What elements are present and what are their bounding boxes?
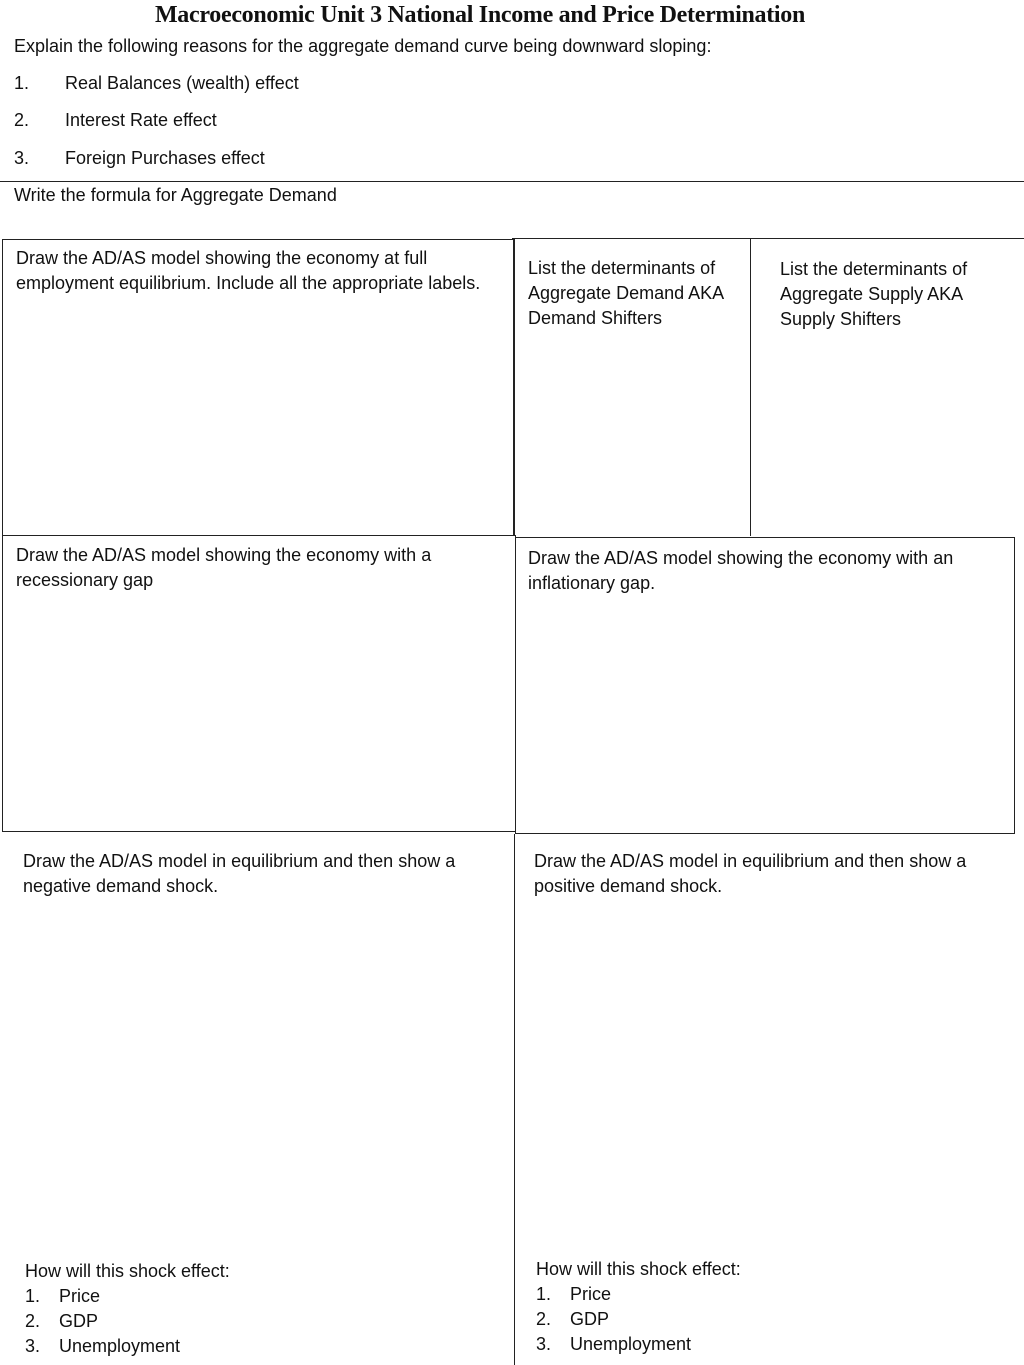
reason-number: 3. (14, 148, 30, 168)
reason-item (14, 109, 217, 131)
item-text: Price (570, 1284, 612, 1304)
list-item (536, 1332, 741, 1357)
item-text: GDP (570, 1309, 610, 1329)
recessionary-gap-prompt: Draw the AD/AS model showing the economy with a recessionary gap (16, 545, 432, 590)
section-divider (0, 181, 1024, 182)
item-text: Unemployment (570, 1334, 692, 1354)
column-divider (514, 239, 515, 536)
shock-effect-heading: How will this shock effect: (536, 1259, 741, 1279)
negative-shock-prompt: Draw the AD/AS model in equilibrium and then show a negative demand shock. (23, 851, 456, 896)
list-item (25, 1284, 230, 1309)
item-number: 1. (536, 1284, 552, 1304)
item-number: 3. (536, 1334, 552, 1354)
reason-item (14, 147, 265, 169)
list-item (25, 1309, 230, 1334)
item-number: 3. (25, 1336, 41, 1356)
full-employment-prompt: Draw the AD/AS model showing the economy at full employment equilibrium. Include all the appropriate labels. (16, 248, 481, 293)
item-text: GDP (59, 1311, 99, 1331)
inflationary-gap-prompt: Draw the AD/AS model showing the economy with an inflationary gap. (528, 548, 954, 593)
shock-effect-right (536, 1257, 741, 1357)
item-number: 1. (25, 1286, 41, 1306)
column-divider (750, 239, 751, 536)
reason-number: 2. (14, 110, 30, 130)
item-text: Price (59, 1286, 101, 1306)
list-item (536, 1282, 741, 1307)
demand-shifters-prompt: List the determinants of Aggregate Demand AKA Demand Shifters (528, 258, 724, 328)
reason-number: 1. (14, 73, 30, 93)
shock-effect-heading: How will this shock effect: (25, 1261, 230, 1281)
reason-item (14, 72, 299, 94)
positive-shock-prompt: Draw the AD/AS model in equilibrium and then show a positive demand shock. (534, 851, 967, 896)
page-title: Macroeconomic Unit 3 National Income and Price Determination (154, 2, 806, 28)
formula-answer-line (512, 238, 1024, 239)
shock-effect-left (25, 1259, 230, 1359)
reason-text: Real Balances (wealth) effect (65, 73, 299, 93)
list-item (536, 1307, 741, 1332)
reason-text: Foreign Purchases effect (65, 148, 265, 168)
item-text: Unemployment (59, 1336, 181, 1356)
item-number: 2. (536, 1309, 552, 1329)
list-item (25, 1334, 230, 1359)
column-divider (514, 834, 515, 1365)
supply-shifters-prompt: List the determinants of Aggregate Supply AKA Supply Shifters (780, 259, 968, 329)
intro-text: Explain the following reasons for the aggregate demand curve being downward sloping: (14, 36, 712, 56)
reason-text: Interest Rate effect (65, 110, 217, 130)
item-number: 2. (25, 1311, 41, 1331)
formula-prompt: Write the formula for Aggregate Demand (14, 185, 337, 205)
